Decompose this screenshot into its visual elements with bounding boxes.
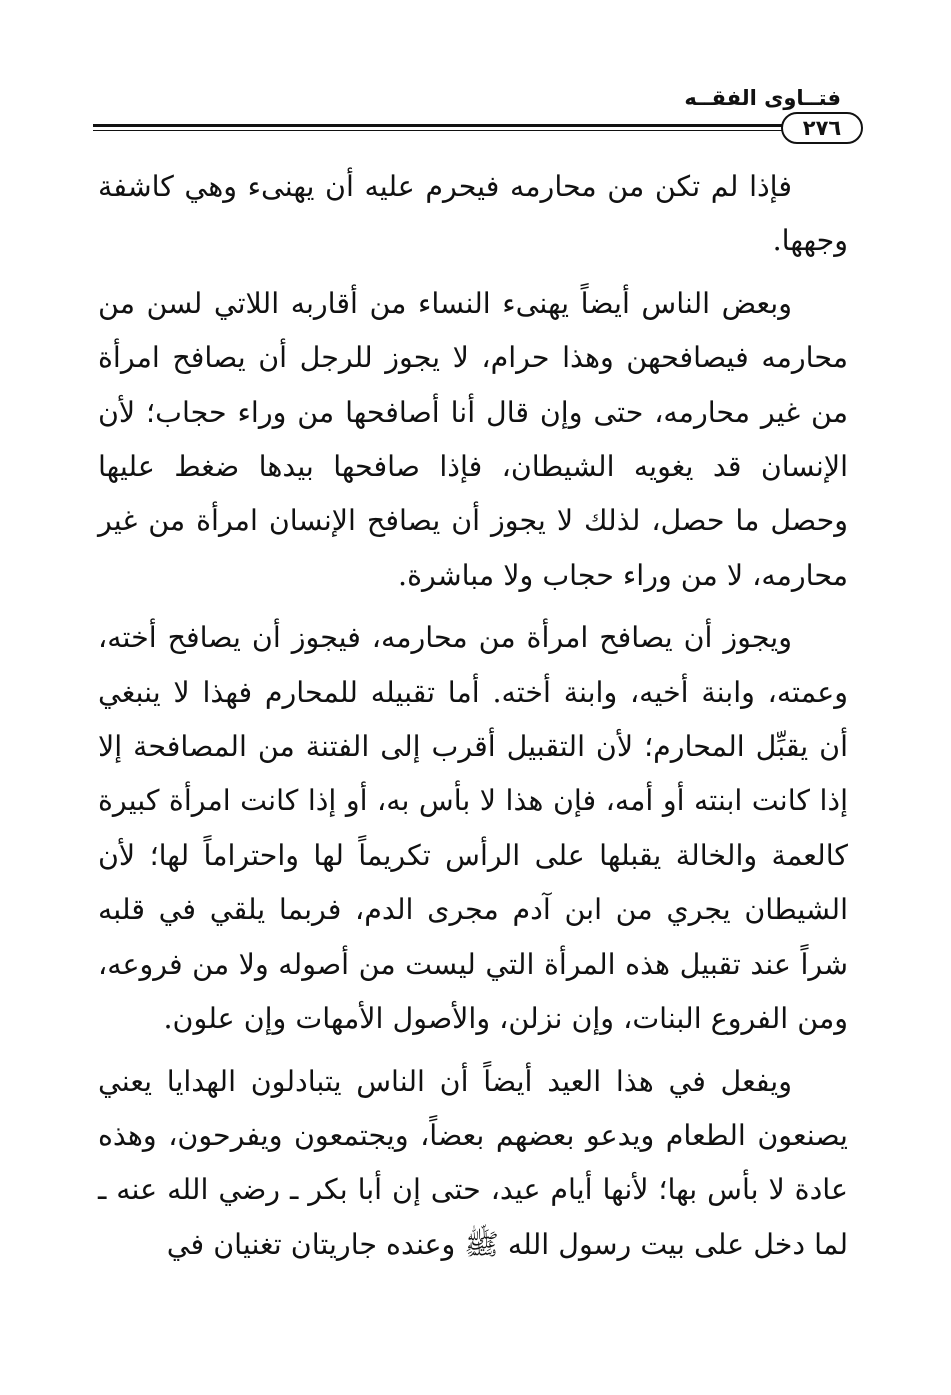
page-number-badge: [781, 112, 863, 144]
paragraph: ويفعل في هذا العيد أيضاً أن الناس يتبادلون الهدايا يعني يصنعون الطعام ويدعو بعضهم بعضاً، ويجتمعون ويفرحون، وهذه عادة لا بأس بها؛ لأنها أيام عيد، حتى إن أبا بكر ـ رضي الله عنه ـ لما دخل على بيت رسول الله ﷺ وعنده جاريتان تغنيان في: [98, 1064, 848, 1261]
header-rule: [93, 112, 863, 152]
header-rule-thick-line: [93, 124, 783, 127]
running-title: فتــاوى الفقــه: [684, 86, 841, 110]
paragraph: فإذا لم تكن من محارمه فيحرم عليه أن يهنىء وهي كاشفة وجهها.: [98, 170, 848, 258]
body-text: [98, 160, 848, 1280]
header-rule-thin-line: [93, 130, 783, 131]
page-number: ٢٧٦: [802, 116, 842, 140]
paragraph: وبعض الناس أيضاً يهنىء النساء من أقاربه اللاتي لسن من محارمه فيصافحهن وهذا حرام، لا يجوز للرجل أن يصافح امرأة من غير محارمه، حتى وإن قال أنا أصافحها من وراء حجاب؛ لأن الإنسان قد يغويه الشيطان، فإذا صافحها بيدها ضغط عليها وحصل ما حصل، لذلك لا يجوز أن يصافح الإنسان امرأة من غير محارمه، لا من وراء حجاب ولا مباشرة.: [98, 286, 848, 592]
paragraph: ويجوز أن يصافح امرأة من محارمه، فيجوز أن يصافح أخته، وعمته، وابنة أخيه، وابنة أخته. أما تقبيله للمحارم فهذا لا ينبغي أن يقبِّل المحارم؛ لأن التقبيل أقرب إلى الفتنة من المصافحة إلا إذا كانت ابنته أو أمه، فإن هذا لا بأس به، أو إذا كانت امرأة كبيرة كالعمة والخالة يقبلها على الرأس تكريماً لها واحتراماً لها؛ لأن الشيطان يجري من ابن آدم مجرى الدم، فربما يلقي في قلبه شراً عند تقبيل هذه المرأة التي ليست من أصوله ولا من فروعه، ومن الفروع البنات، وإن نزلن، والأصول الأمهات وإن علون.: [98, 621, 848, 1036]
